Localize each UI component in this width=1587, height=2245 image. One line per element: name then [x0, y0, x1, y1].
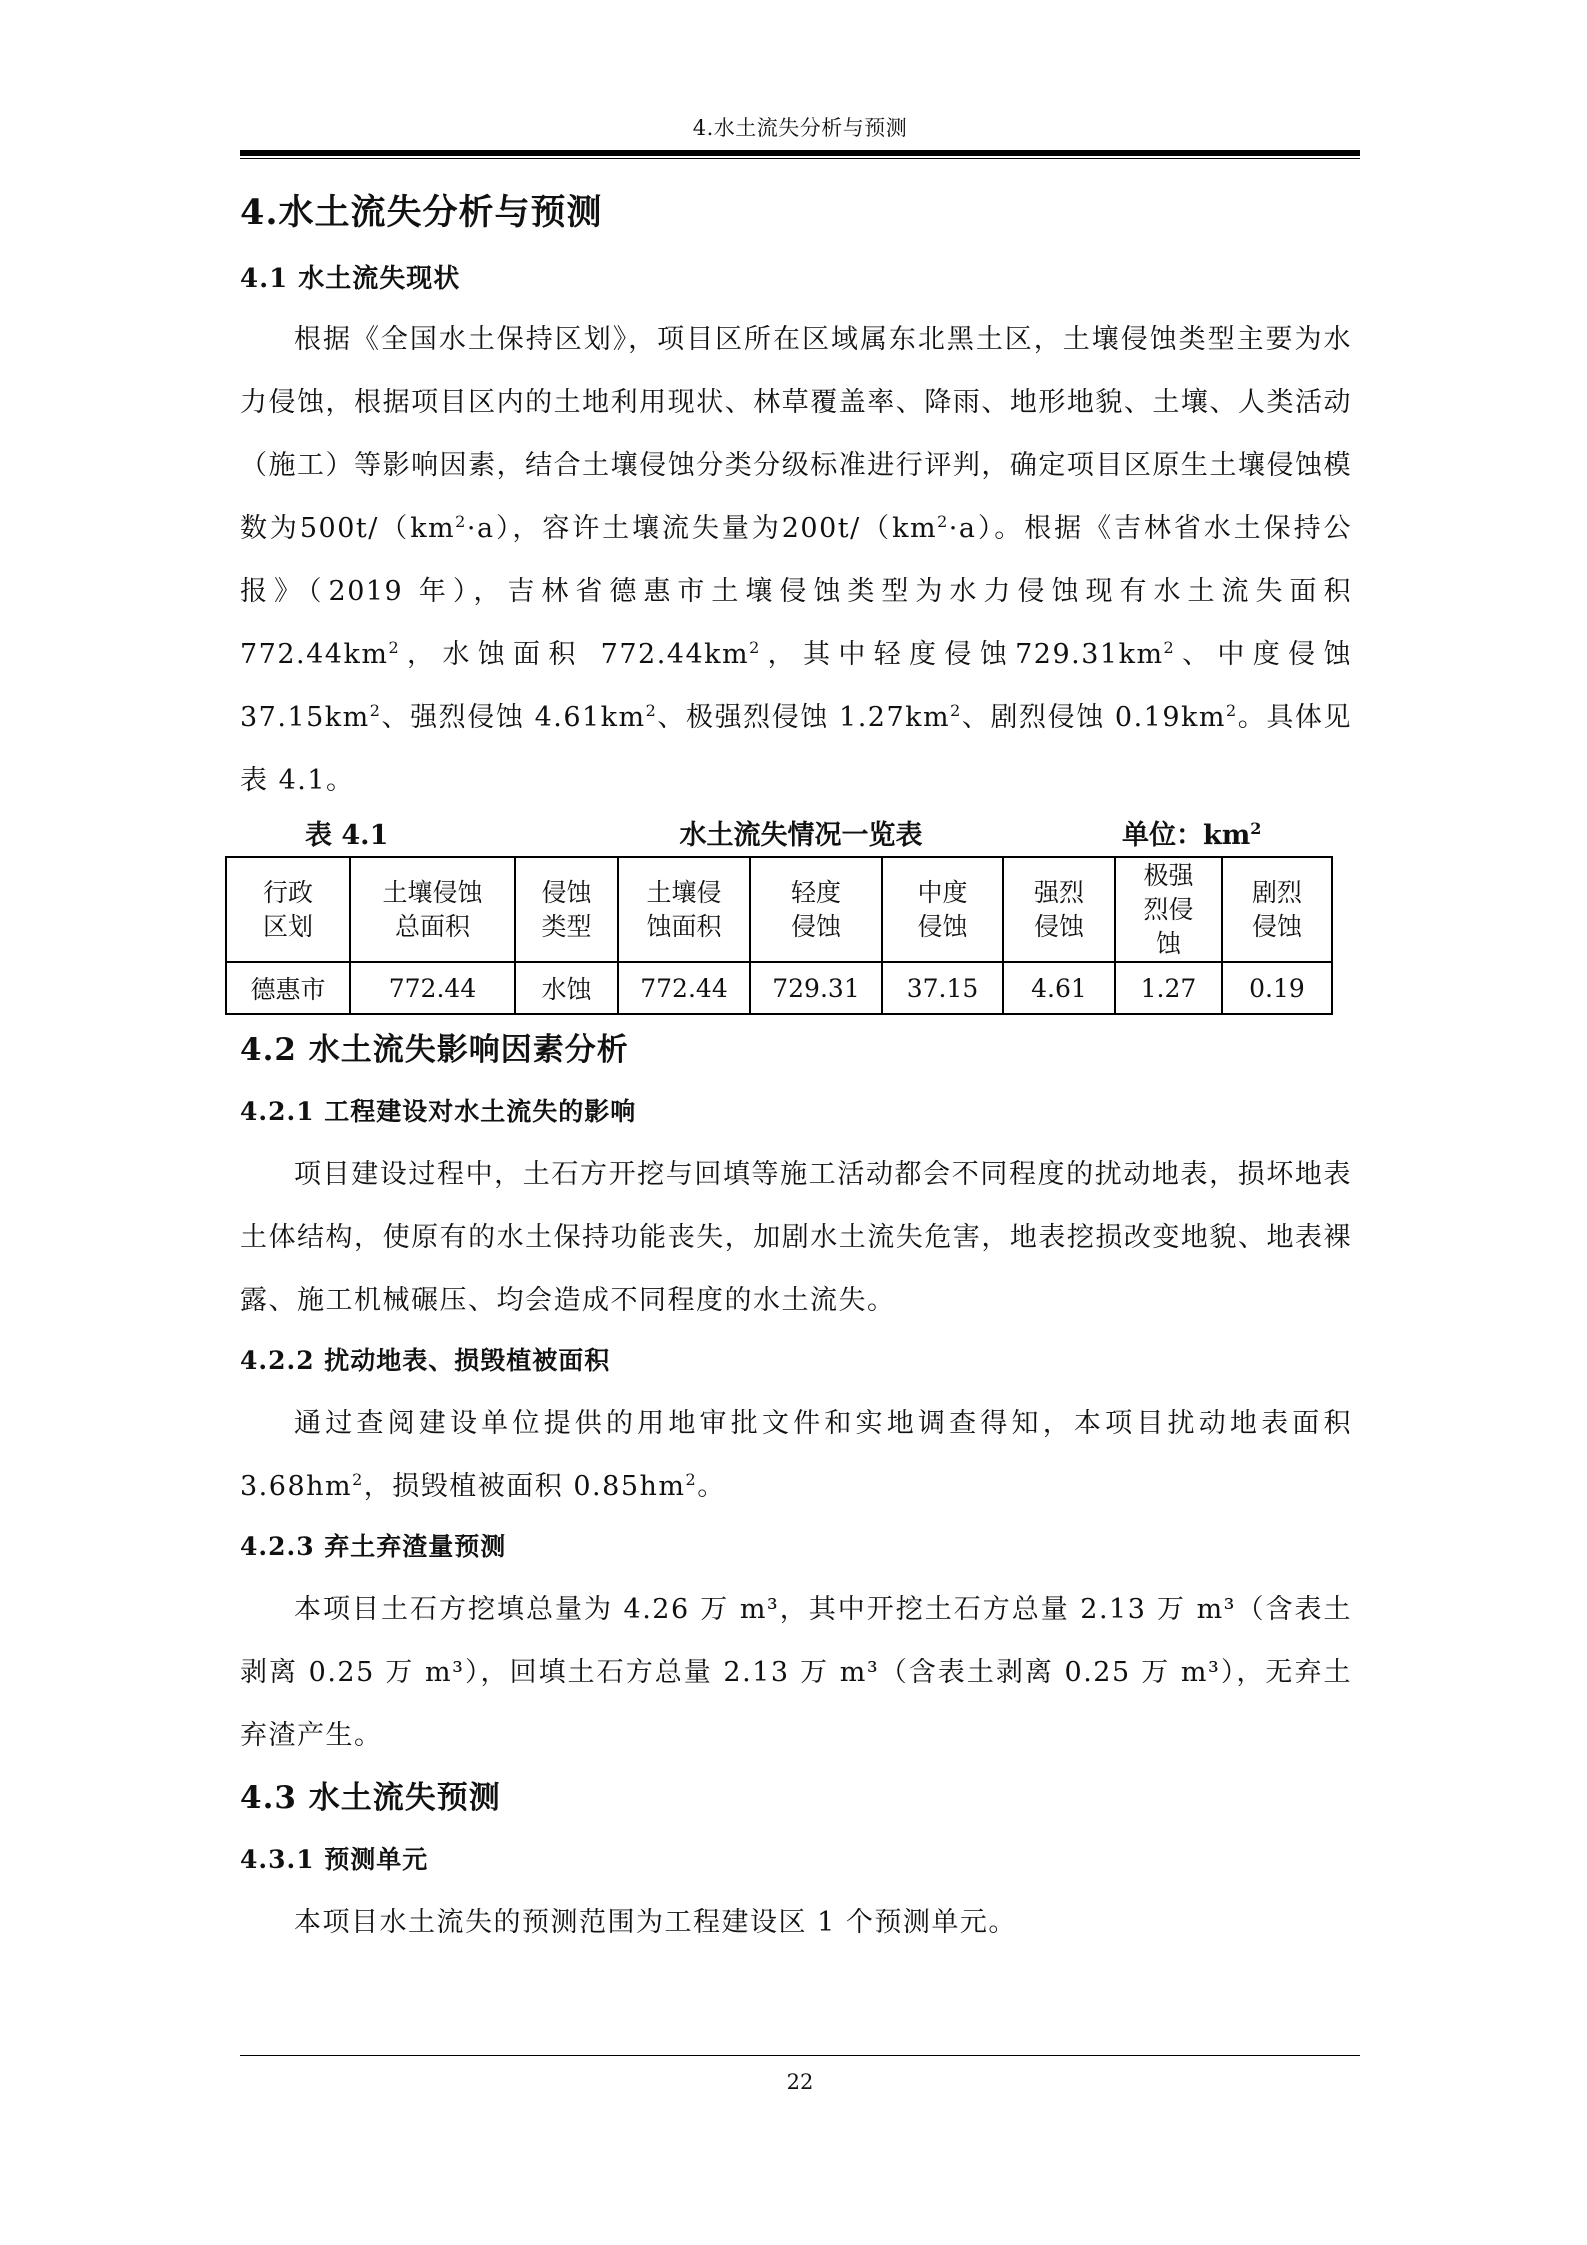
- header-line: 侵蚀: [1251, 911, 1302, 941]
- table-header-cell: [515, 857, 618, 962]
- header-line: 侵蚀: [917, 911, 968, 941]
- header-line: 土壤侵蚀: [382, 877, 483, 907]
- section-4-3-title: 4.3 水土流失预测: [240, 1780, 501, 1816]
- header-line: 区划: [262, 911, 313, 941]
- page-number: 22: [786, 2070, 814, 2094]
- header-line: 土壤侵: [646, 877, 722, 907]
- table-header-cell: [226, 857, 350, 962]
- running-header: 4.水土流失分析与预测: [692, 116, 908, 140]
- header-line: 总面积: [394, 911, 470, 941]
- erosion-table: [225, 856, 1333, 1015]
- table-caption: [240, 816, 1352, 856]
- header-line: 侵蚀: [541, 877, 592, 907]
- header-line: 类型: [541, 911, 592, 941]
- table-title: 水土流失情况一览表: [679, 820, 923, 851]
- table-cell: 0.19: [1222, 962, 1332, 1014]
- table-cell: 729.31: [750, 962, 882, 1014]
- header-line: 极强: [1143, 860, 1194, 890]
- section-4-1-title: 4.1 水土流失现状: [240, 264, 461, 294]
- header-line: 蚀: [1155, 928, 1181, 958]
- table-unit: 单位：$km^2$: [1122, 819, 1262, 851]
- header-line: 侵蚀: [1033, 911, 1084, 941]
- table-header-cell: [350, 857, 515, 962]
- table-cell: 德惠市: [226, 962, 350, 1014]
- header-line: 侵蚀: [790, 911, 841, 941]
- table-label: 表 4.1: [305, 820, 389, 851]
- section-4-2-3-title: 4.2.3 弃土弃渣量预测: [240, 1532, 507, 1561]
- table-header-cell: [1115, 857, 1222, 962]
- table-header-cell: [750, 857, 882, 962]
- section-4-2-2-title: 4.2.2 扰动地表、损毁植被面积: [240, 1346, 611, 1375]
- table-cell: 772.44: [618, 962, 750, 1014]
- table-cell: 4.61: [1003, 962, 1115, 1014]
- header-line: 烈侵: [1143, 894, 1194, 924]
- section-4-1-paragraph: 根据《全国水土保持区划》，项目区所在区域属东北黑土区，土壤侵蚀类型主要为水力侵蚀，根据项目区内的土地利用现状、林草覆盖率、降雨、地形地貌、土壤、人类活动（施工）等影响因素，结合土壤侵蚀分类分级标准进行评判，确定项目区原生土壤侵蚀模数为$500t/(km^2\cdot a)$，容许土壤流失量为$200t/(km^2\cdot a)$。根据《吉林省水土保持公报》（2019 年），吉林省德惠市土壤侵蚀类型为水力侵蚀现有水土流失面积 $772.44km^2$，水蚀面积 $772.44km^2$，其中轻度侵蚀$729.31km^2$、中度侵蚀 $37.15km^2$、强烈侵蚀 $4.61km^2$、极强烈侵蚀 $1.27km^2$、剧烈侵蚀 $0.19km^2$。具体见表 4.1。: [240, 324, 1353, 796]
- header-line: 强烈: [1033, 877, 1084, 907]
- page-body: [240, 188, 1352, 1958]
- table-row: [226, 962, 1332, 1014]
- table-cell: 水蚀: [515, 962, 618, 1014]
- section-4-2-title: 4.2 水土流失影响因素分析: [240, 1032, 629, 1068]
- footer-rule: [240, 2055, 1360, 2056]
- header-line: 行政: [262, 877, 313, 907]
- table-cell: 1.27: [1115, 962, 1222, 1014]
- table-header-row: [226, 857, 1332, 962]
- header-rule-thin: [240, 158, 1360, 159]
- table-header-cell: [1222, 857, 1332, 962]
- header-rule: [240, 150, 1360, 156]
- section-4-2-3-paragraph: 本项目土石方挖填总量为 4.26 万 m³，其中开挖土石方总量 2.13 万 m³（含表土剥离 0.25 万 m³），回填土石方总量 2.13 万 m³（含表土剥离 0.25 万 m³），无弃土弃渣产生。: [240, 1594, 1352, 1751]
- section-4-2-2-paragraph: 通过查阅建设单位提供的用地审批文件和实地调查得知，本项目扰动地表面积 $3.68hm^2$，损毁植被面积 $0.85hm^2$。: [240, 1408, 1352, 1502]
- chapter-title: 4.水土流失分析与预测: [240, 192, 603, 233]
- table-cell: 772.44: [350, 962, 515, 1014]
- table-header-cell: [882, 857, 1003, 962]
- table-cell: 37.15: [882, 962, 1003, 1014]
- section-4-3-1-title: 4.3.1 预测单元: [240, 1845, 429, 1874]
- table-header-cell: [618, 857, 750, 962]
- header-line: 蚀面积: [646, 911, 722, 941]
- section-4-2-1-title: 4.2.1 工程建设对水土流失的影响: [240, 1097, 637, 1126]
- table-header-cell: [1003, 857, 1115, 962]
- header-line: 轻度: [790, 877, 841, 907]
- header-line: 剧烈: [1251, 877, 1302, 907]
- header-line: 中度: [917, 877, 968, 907]
- section-4-3-1-paragraph: 本项目水土流失的预测范围为工程建设区 1 个预测单元。: [294, 1907, 1017, 1938]
- section-4-2-1-paragraph: 项目建设过程中，土石方开挖与回填等施工活动都会不同程度的扰动地表，损坏地表土体结构，使原有的水土保持功能丧失，加剧水土流失危害，地表挖损改变地貌、地表裸露、施工机械碾压、均会造成不同程度的水土流失。: [240, 1159, 1352, 1316]
